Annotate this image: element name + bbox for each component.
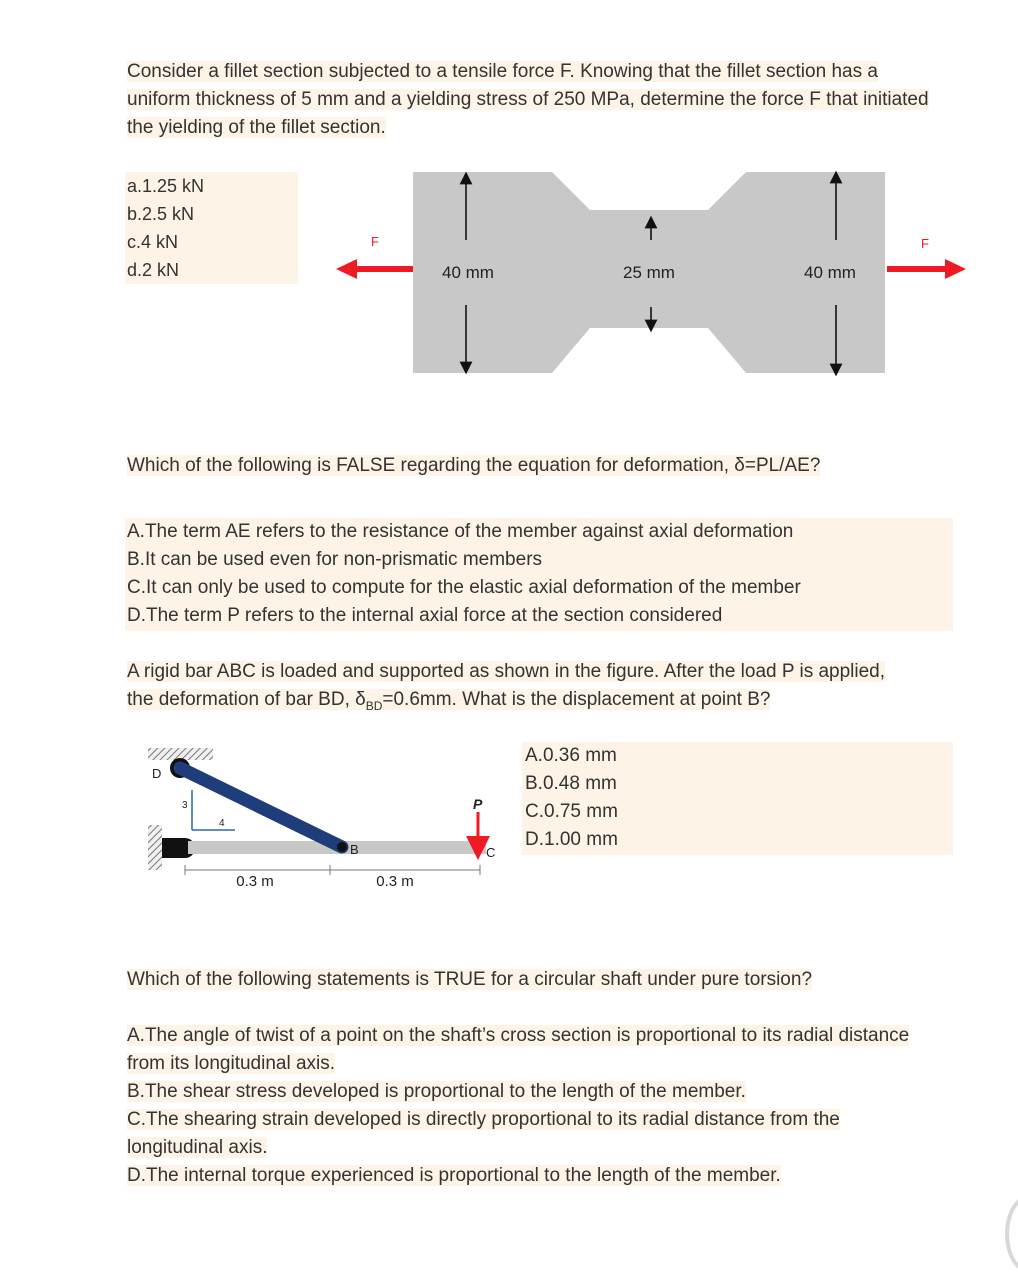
q4-option-b-text: B.The shear stress developed is proportional to the length of the member. xyxy=(127,1081,746,1102)
q3-option-d[interactable]: D.1.00 mm xyxy=(525,829,618,850)
label-b: B xyxy=(350,842,359,857)
q2-option-b[interactable]: B.It can be used even for non-prismatic members xyxy=(127,549,543,570)
q4-question xyxy=(127,966,812,994)
q2-question-text: Which of the following is FALSE regarding the equation for deformation, δ=PL/AE? xyxy=(127,455,821,476)
label-p: P xyxy=(473,796,483,812)
q1-option-a[interactable]: a.1.25 kN xyxy=(127,176,205,196)
q1-option-d[interactable]: d.2 kN xyxy=(127,260,180,280)
slope-rise-label: 3 xyxy=(182,800,188,811)
pin-b xyxy=(337,842,347,852)
q3-line2-sub: BD xyxy=(365,698,383,713)
q4-option-d[interactable] xyxy=(127,1162,917,1190)
q4-options xyxy=(127,1022,917,1190)
q3-line2-post: =0.6mm. What is the displacement at point B? xyxy=(382,689,771,710)
q2-option-a[interactable]: A.The term AE refers to the resistance of the member against axial deformation xyxy=(127,521,794,542)
q4-option-d-text: D.The internal torque experienced is proportional to the length of the member. xyxy=(127,1165,781,1186)
q4-option-a[interactable] xyxy=(127,1022,917,1078)
dim-ab-label: 0.3 m xyxy=(236,873,274,890)
q1-option-b[interactable]: b.2.5 kN xyxy=(127,204,195,224)
q2-option-c[interactable]: C.It can only be used to compute for the elastic axial deformation of the member xyxy=(127,577,801,598)
dim-bc-label: 0.3 m xyxy=(376,873,414,890)
q3-line2-pre: the deformation of bar BD, δ xyxy=(127,689,366,710)
q3-option-a[interactable]: A.0.36 mm xyxy=(525,745,617,766)
q3-question-line1: A rigid bar ABC is loaded and supported as shown in the figure. After the load P is applied, xyxy=(127,661,886,682)
q4-option-c[interactable] xyxy=(127,1106,917,1162)
q4-option-b[interactable] xyxy=(127,1078,917,1106)
force-right-label: F xyxy=(921,236,929,251)
label-d: D xyxy=(152,766,162,781)
q1-option-c[interactable]: c.4 kN xyxy=(127,232,179,252)
q3-option-c[interactable]: C.0.75 mm xyxy=(525,801,618,822)
dim-middle-label: 25 mm xyxy=(623,263,675,282)
q1-question-text: Consider a fillet section subjected to a tensile force F. Knowing that the fillet section has a uniform thickness of 5 mm and a yielding stress of 250 MPa, determine the force F that initiated the yielding of the fillet section. xyxy=(127,61,929,138)
label-c: C xyxy=(486,845,496,860)
q4-question-text: Which of the following statements is TRUE for a circular shaft under pure torsion? xyxy=(127,969,813,990)
bar-bd xyxy=(180,768,342,847)
force-left-label: F xyxy=(371,234,379,249)
q4-option-c-text: C.The shearing strain developed is directly proportional to its radial distance from the longitudinal axis. xyxy=(127,1109,840,1158)
q2-option-d[interactable]: D.The term P refers to the internal axial force at the section considered xyxy=(127,605,723,626)
wall-support xyxy=(148,825,162,870)
q4-option-a-text: A.The angle of twist of a point on the shaft’s cross section is proportional to its radial distance from its longitudinal axis. xyxy=(127,1025,910,1074)
slope-run-label: 4 xyxy=(219,818,225,829)
page-scroll-handle[interactable] xyxy=(1005,1195,1018,1273)
dim-left-label: 40 mm xyxy=(442,263,494,282)
dim-right-label: 40 mm xyxy=(804,263,856,282)
q3-option-b[interactable]: B.0.48 mm xyxy=(525,773,617,794)
